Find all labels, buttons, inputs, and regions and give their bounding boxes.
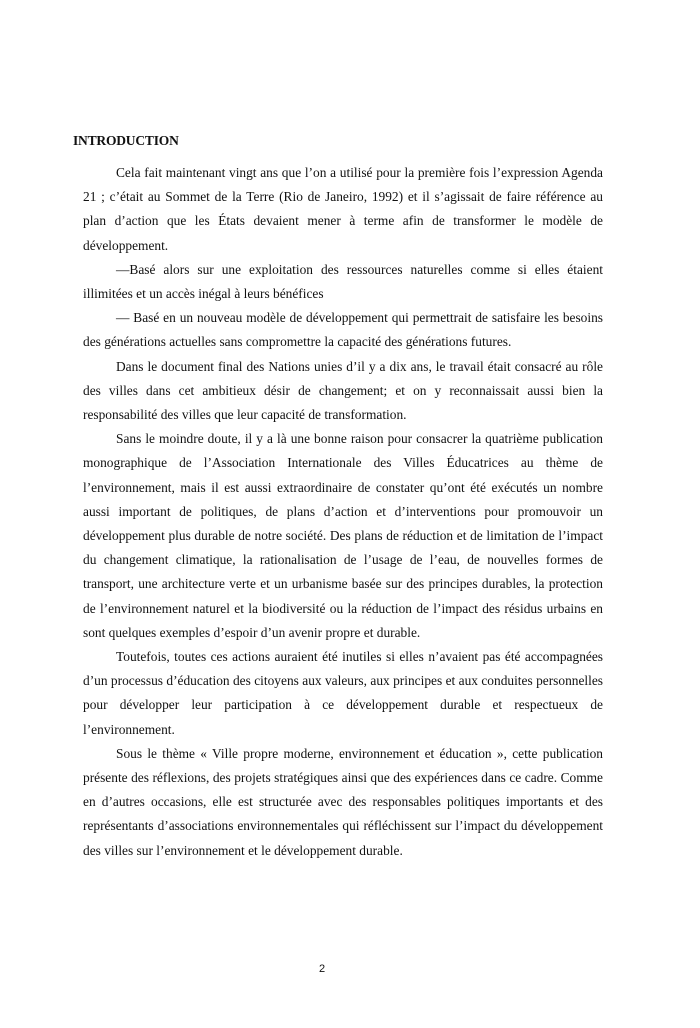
paragraph: — Basé en un nouveau modèle de développement qui permettrait de satisfaire les besoins des générations actuelles sans compromettre la capacité des générations futures. [83,310,603,350]
body-text [83,161,603,863]
page-number: 2 [318,963,326,975]
section-heading: INTRODUCTION [73,133,179,148]
paragraph: Sous le thème « Ville propre moderne, environnement et éducation », cette publication présente des réflexions, des projets stratégiques ainsi que des expériences dans ce cadre. Comme en d’autres occasions, elle est structurée avec des responsables politiques importants et des représentants d’associations environnementales qui réfléchissent sur l’impact du développement des villes sur l’environnement et le développement durable. [83,745,603,858]
paragraph: Toutefois, toutes ces actions auraient été inutiles si elles n’avaient pas été accompagnées d’un processus d’éducation des citoyens aux valeurs, aux principes et aux conduites personnelles pour développer leur participation à ce développement durable et respectueux de l’environnement. [83,649,603,737]
paragraph: Sans le moindre doute, il y a là une bonne raison pour consacrer la quatrième publication monographique de l’Association Internationale des Villes Éducatrices au thème de l’environnement, mais il est aussi extraordinaire de constater qu’ont été exécutés un nombre aussi important de politiques, de plans d’action et d’interventions pour promouvoir un développement plus durable de notre société. Des plans de réduction et de limitation de l’impact du changement climatique, la rationalisation de l’usage de l’eau, de nouvelles formes de transport, une architecture verte et un urbanisme basée sur des principes durables, la protection de l’environnement naturel et la biodiversité ou la réduction de l’impact des résidus urbains en sont quelques exemples d’espoir d’un avenir propre et durable. [83,431,603,640]
paragraph: —Basé alors sur une exploitation des ressources naturelles comme si elles étaient illimitées et un accès inégal à leurs bénéfices [83,261,603,302]
paragraph: Dans le document final des Nations unies d’il y a dix ans, le travail était consacré au rôle des villes dans cet ambitieux désir de changement; et on y reconnaissait aussi bien la responsabilité des villes que leur capacité de transformation. [83,358,603,423]
paragraph: Cela fait maintenant vingt ans que l’on a utilisé pour la première fois l’expression Agenda 21 ; c’était au Sommet de la Terre (Rio de Janeiro, 1992) et il s’agissait de faire référence au plan d’action que les États devaient mener à terme afin de transformer le modèle de développement. [83,165,603,253]
